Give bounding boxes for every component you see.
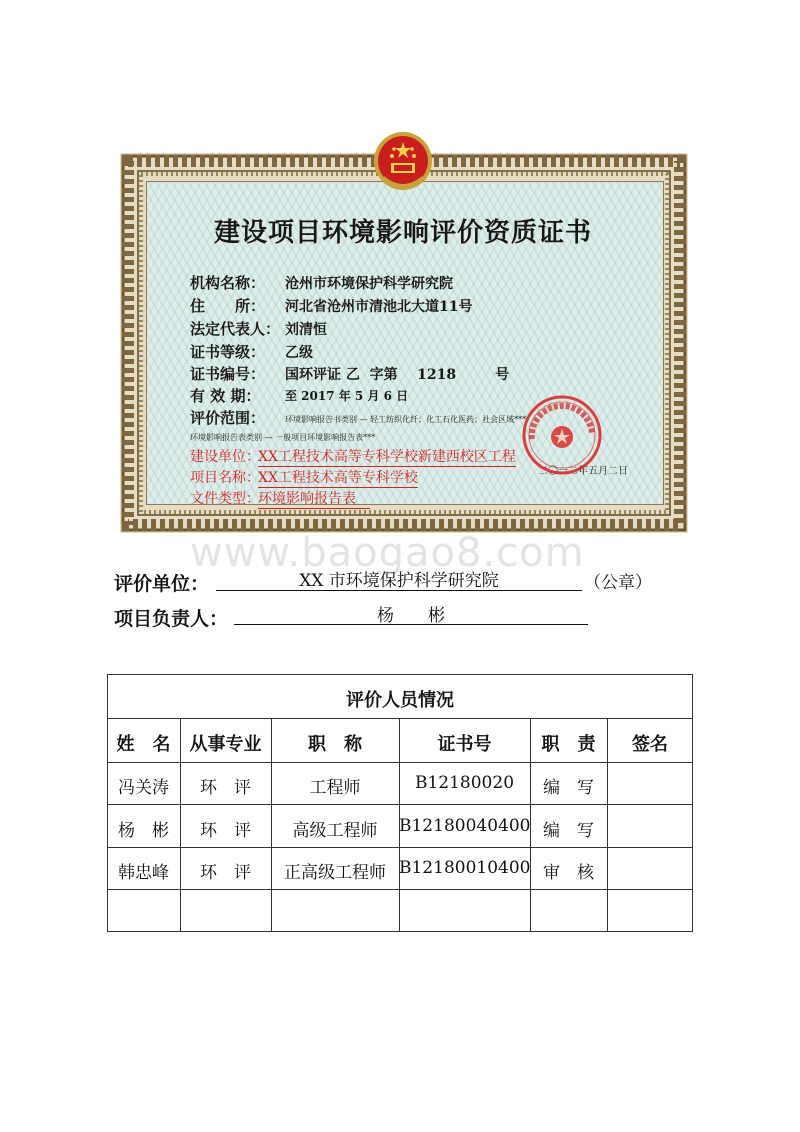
cert-value-grade: 乙级: [285, 345, 313, 361]
table-cell-title: 正高级工程师: [284, 863, 386, 883]
table-cell-duty: 审 核: [543, 863, 594, 883]
table-cell-name: 韩忠峰: [118, 863, 169, 883]
project-lead-value: 杨 彬: [377, 606, 445, 626]
table-cell-title: 工程师: [309, 778, 361, 798]
cert-label-legal-rep: 法定代表人：: [190, 320, 281, 338]
table-border-left: [107, 674, 108, 932]
cert-label-org-name: 机构名称：: [190, 274, 266, 292]
table-border-right: [692, 674, 693, 932]
cert-label-address: 住 所：: [190, 297, 266, 315]
overlay-label-filetype: 文件类型：: [190, 491, 260, 507]
national-emblem-icon: [370, 130, 436, 196]
overlay-label-project: 项目名称：: [190, 470, 260, 486]
header-specialty: 从事专业: [189, 734, 262, 755]
project-lead-label: 项目负责人：: [114, 608, 229, 630]
table-hline: [107, 762, 693, 763]
cert-value-validity: 至 2017 年 5 月 6 日: [285, 389, 409, 403]
watermark-text: www.baogao8.com: [190, 530, 585, 576]
table-title: 评价人员情况: [346, 690, 454, 711]
header-signature: 签名: [632, 734, 668, 755]
table-border-top: [107, 674, 693, 675]
table-cell-specialty: 环 评: [200, 778, 251, 798]
cert-value-address: 河北省沧州市清池北大道11号: [285, 299, 473, 315]
overlay-value-project: XX工程技术高等专科学校: [258, 467, 418, 488]
table-hline: [107, 804, 693, 805]
eval-unit-value: XX 市环境保护科学研究院: [299, 571, 499, 591]
table-cell-duty: 编 写: [543, 778, 594, 798]
table-hline: [107, 718, 693, 719]
overlay-label-builder: 建设单位：: [190, 449, 260, 465]
cert-issue-date: 二〇一二年五月二日: [538, 466, 628, 477]
table-cell-specialty: 环 评: [200, 821, 251, 841]
table-cell-name: 杨 彬: [118, 821, 169, 841]
personnel-table: [107, 674, 693, 932]
cert-value-legal-rep: 刘清恒: [285, 322, 327, 338]
overlay-value-builder: XX工程技术高等专科学校新建西校区工程: [258, 446, 516, 467]
overlay-value-filetype: 环境影响报告表: [258, 488, 370, 509]
cert-scope-line2: 环境影响报告表类别 — 一般项目环境影响报告表***: [190, 433, 376, 442]
header-name: 姓 名: [116, 734, 171, 755]
cert-label-grade: 证书等级：: [190, 343, 266, 361]
header-title: 职 称: [308, 734, 362, 755]
table-border-bottom: [107, 931, 693, 932]
cert-label-validity: 有 效 期：: [190, 387, 261, 405]
official-seal-icon: [520, 393, 604, 477]
certificate-title: 建设项目环境影响评价资质证书: [214, 218, 593, 248]
header-cert-no: 证书号: [437, 734, 492, 755]
table-cell-cert-no: B12180040400: [399, 816, 531, 836]
table-cell-cert-no: B12180010400: [399, 858, 531, 878]
header-duty: 职 责: [541, 734, 596, 755]
cert-value-number: 国环评证 乙 字第 1218 号: [285, 367, 510, 383]
cert-value-org-name: 沧州市环境保护科学研究院: [285, 276, 453, 292]
table-cell-title: 高级工程师: [292, 821, 378, 841]
table-cell-duty: 编 写: [543, 821, 594, 841]
eval-unit-label: 评价单位：: [114, 573, 210, 595]
table-hline: [107, 889, 693, 890]
cert-label-number: 证书编号：: [190, 365, 266, 383]
table-cell-name: 冯关涛: [118, 778, 169, 798]
table-hline: [107, 847, 693, 848]
cert-value-scope: 环境影响报告书类别 — 轻工纺织化纤；化工石化医药；社会区域***: [285, 415, 527, 424]
table-cell-cert-no: B12180020: [414, 773, 515, 793]
eval-unit-suffix: （公章）: [584, 573, 652, 593]
cert-label-scope: 评价范围：: [190, 409, 266, 427]
table-cell-specialty: 环 评: [200, 863, 251, 883]
